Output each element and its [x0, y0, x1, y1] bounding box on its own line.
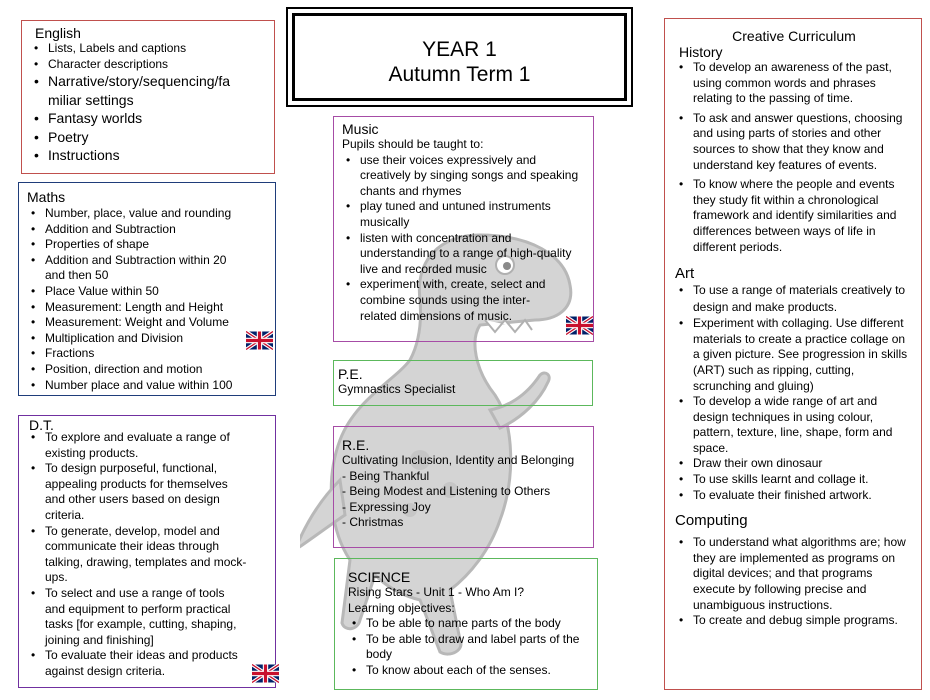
list-item: • To be able to name parts of the body — [348, 616, 591, 632]
pe-text: Gymnastics Specialist — [338, 382, 456, 396]
list-item: • To be able to draw and label parts of the body — [348, 632, 591, 663]
title-box — [286, 7, 633, 107]
list-item: • Experiment with collaging. Use different materials to create a practice collage on a given picture. See progression in skills (ART) such as ripping, cutting, scrunching and gluing) — [675, 316, 911, 394]
music-box — [333, 116, 594, 342]
list-item: • Addition and Subtraction — [27, 222, 267, 238]
re-heading: R.E. — [342, 437, 370, 453]
pe-box — [333, 360, 593, 406]
page-title: YEAR 1 — [422, 38, 497, 61]
list-item: • To design purposeful, functional, appealing products for themselves and other users based on design criteria. — [27, 461, 247, 523]
union-jack-flag-icon — [246, 331, 273, 350]
history-heading: History — [679, 44, 723, 60]
list-item: • play tuned and untuned instruments musically — [342, 199, 587, 230]
re-line: - Being Modest and Listening to Others — [342, 484, 551, 499]
list-item: • To evaluate their finished artwork. — [675, 488, 911, 504]
re-line: - Expressing Joy — [342, 499, 431, 514]
list-item: • To develop an awareness of the past, using common words and phrases relating to the passing of time. — [675, 60, 907, 107]
union-jack-flag-icon — [566, 316, 593, 335]
page-subtitle: Autumn Term 1 — [388, 63, 531, 86]
re-line: - Being Thankful — [342, 468, 430, 483]
maths-heading: Maths — [27, 189, 66, 205]
list-item: • Properties of shape — [27, 237, 267, 253]
list-item: • Instructions — [30, 146, 266, 165]
list-item: • To select and use a range of tools and equipment to perform practical tasks [for example, cutting, shaping, joining and finishing] — [27, 586, 247, 648]
re-box — [333, 426, 594, 548]
list-item: • Addition and Subtraction within 20 and then 50 — [27, 253, 267, 284]
computing-heading: Computing — [675, 512, 748, 530]
list-item: • To ask and answer questions, choosing and using parts of stories and other sources to show that they know and understand key features of events. — [675, 111, 907, 173]
science-line: Learning objectives: — [348, 600, 455, 615]
list-item: • To use skills learnt and collage it. — [675, 472, 911, 488]
list-item: • Multiplication and Division — [27, 331, 267, 347]
science-heading: SCIENCE — [348, 569, 411, 585]
list-item: • Measurement: Weight and Volume — [27, 315, 267, 331]
list-item: • To know about each of the senses. — [348, 663, 591, 679]
science-box — [334, 558, 598, 690]
english-box — [21, 20, 275, 174]
creative-curriculum-box — [664, 18, 922, 690]
list-item: • To use a range of materials creatively to design and make products. — [675, 282, 911, 316]
dt-box — [18, 415, 276, 688]
list-item: • To evaluate their ideas and products against design criteria. — [27, 648, 247, 679]
science-line: Rising Stars - Unit 1 - Who Am I? — [348, 585, 525, 599]
list-item: • Position, direction and motion — [27, 362, 267, 378]
creative-heading: Creative Curriculum — [732, 28, 856, 44]
union-jack-flag-icon — [252, 664, 279, 683]
list-item: • use their voices expressively and creatively by singing songs and speaking chants and rhymes — [342, 153, 587, 200]
list-item: • Draw their own dinosaur — [675, 456, 911, 472]
list-item: • To create and debug simple programs. — [675, 613, 911, 629]
music-heading: Music — [342, 121, 379, 137]
dt-heading: D.T. — [29, 417, 54, 433]
pe-heading: P.E. — [338, 366, 363, 382]
list-item: • Lists, Labels and captions — [30, 41, 266, 57]
list-item: • Number place and value within 100 — [27, 378, 267, 394]
english-heading: English — [35, 25, 81, 41]
list-item: • Measurement: Length and Height — [27, 300, 267, 316]
art-heading: Art — [675, 265, 695, 283]
list-item: • To develop a wide range of art and design techniques in using colour, pattern, texture, line, shape, form and space. — [675, 394, 911, 456]
re-line: Cultivating Inclusion, Identity and Belonging — [342, 453, 575, 467]
list-item: • Fractions — [27, 346, 267, 362]
list-item: • To generate, develop, model and communicate their ideas through talking, drawing, templates and mock- ups. — [27, 524, 247, 586]
list-item: • Place Value within 50 — [27, 284, 267, 300]
list-item: • Fantasy worlds — [30, 109, 266, 128]
list-item: • To explore and evaluate a range of existing products. — [27, 430, 247, 461]
list-item: • Poetry — [30, 128, 266, 147]
list-item: • Character descriptions — [30, 57, 266, 73]
list-item: • listen with concentration and understanding to a range of high-quality live and recorded music — [342, 231, 587, 278]
re-line: - Christmas — [342, 515, 404, 530]
list-item: • To understand what algorithms are; how they are implemented as programs on digital devices; and that programs execute by following precise and unambiguous instructions. — [675, 535, 911, 613]
list-item: • Number, place, value and rounding — [27, 206, 267, 222]
list-item: • To know where the people and events they study fit within a chronological framework and identify similarities and differences between ways of life in different periods. — [675, 177, 907, 255]
music-intro: Pupils should be taught to: — [342, 137, 484, 151]
list-item: • experiment with, create, select and combine sounds using the inter-related dimensions of music. — [342, 277, 587, 324]
list-item: • Narrative/story/sequencing/fa miliar settings — [30, 72, 266, 109]
maths-box — [18, 182, 276, 396]
